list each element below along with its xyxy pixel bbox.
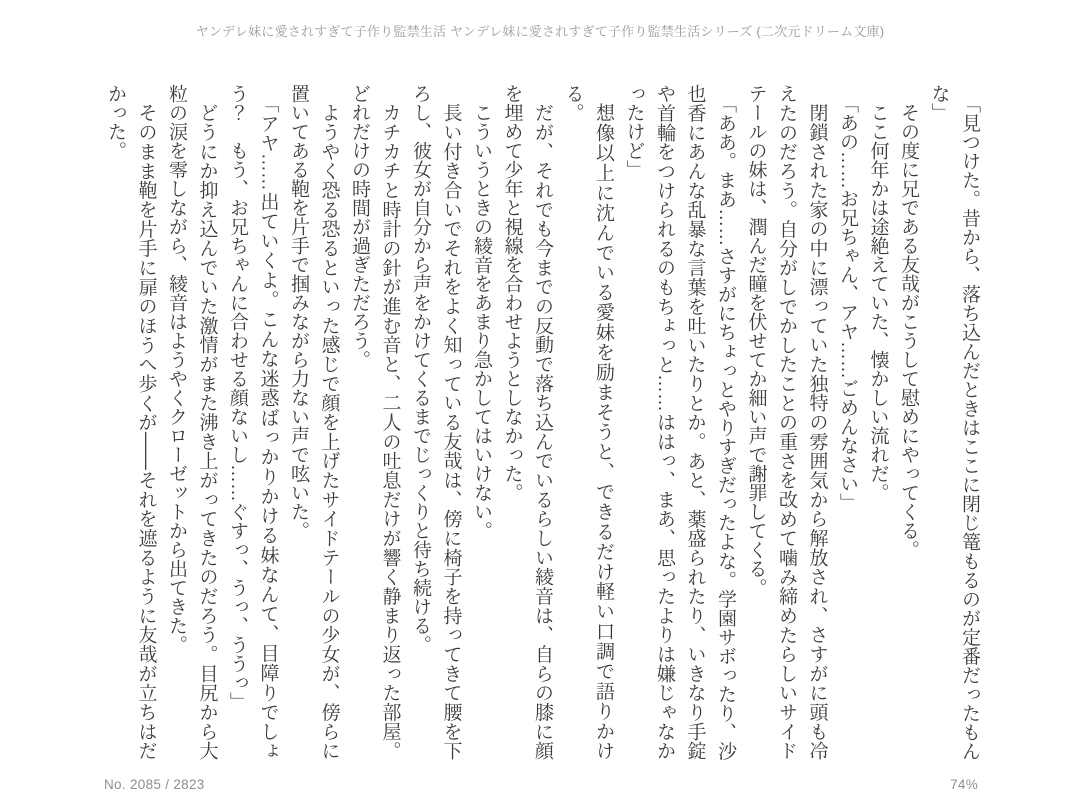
paragraph: どうにか抑え込んでいた激情がまた沸き上がってきたのだろう。目尻から大粒の涙を零しながら、綾音はようやくクローゼットから出てきた。 — [166, 84, 218, 760]
paragraph: ようやく恐る恐るといった感じで顔を上げたサイドテールの少女が、傍らに置いてある鞄を片手で掴みながら力ない声で呟いた。 — [288, 84, 340, 760]
paragraph: 長い付き合いでそれをよく知っている友哉は、傍に椅子を持ってきて腰を下ろし、彼女が自分から声をかけてくるまでじっくりと待ち続ける。 — [410, 84, 462, 760]
paragraph: 「あの……お兄ちゃん、アヤ……ごめんなさい」 — [837, 93, 858, 512]
paragraph: こういうときの綾音をあまり急かしてはいけない。 — [471, 103, 492, 540]
paragraph: 閉鎖された家の中に漂っていた独特の雰囲気から解放され、さすがに頭も冷えたのだろう。自分がしでかしたことの重さを改めて噛み締めたらしいサイドテールの妹は、潤んだ瞳を伏せてか細い声で謝罪してくる。 — [745, 84, 828, 760]
paragraph: だが、それでも今までの反動で落ち込んでいるらしい綾音は、自らの膝に顔を埋めて少年と視線を合わせようとしなかった。 — [501, 84, 553, 760]
book-title-header: ヤンデレ妹に愛されすぎて子作り監禁生活 ヤンデレ妹に愛されすぎて子作り監禁生活シリーズ (二次元ドリーム文庫) — [195, 24, 885, 39]
paragraph: 想像以上に沈んでいる愛妹を励まそうと、できるだけ軽い口調で語りかける。 — [562, 84, 614, 760]
progress-percent: 74% — [950, 777, 978, 792]
location-indicator: No. 2085 / 2823 — [104, 777, 205, 792]
paragraph: ここ何年かは途絶えていた、懐かしい流れだ。 — [867, 103, 889, 502]
paragraph: 「アヤ……出ていくよ。こんな迷惑ばっかりかける妹なんて、目障りでしょう？ もう、お兄ちゃんに合わせる顔ないし……ぐすっ、うっ、ううっ」 — [227, 84, 279, 760]
paragraph: そのまま鞄を片手に扉のほうへ歩くが――それを遮るように友哉が立ちはだかった。 — [105, 84, 157, 760]
paragraph: カチカチと時計の針が進む音と、二人の吐息だけが響く静まり返った部屋。どれだけの時間が過ぎただろう。 — [349, 84, 401, 760]
reading-area[interactable] — [105, 84, 984, 761]
paragraph: その度に兄である友哉がこうして慰めにやってくる。 — [898, 103, 919, 559]
paragraph: 「ああ。まあ……さすがにちょっとやりすぎだったよな。学園サボったり、沙也香にあんな乱暴な言葉を吐いたりとか。あと、薬盛られたり、いきなり手錠や首輪をつけられるのもちょっと……ははっ、まあ、思ったよりは嫌じゃなかったけど」 — [623, 84, 736, 760]
paragraph: 「見つけた。昔から、落ち込んだときはここに閉じ篭もるのが定番だったもんな」 — [928, 84, 980, 761]
